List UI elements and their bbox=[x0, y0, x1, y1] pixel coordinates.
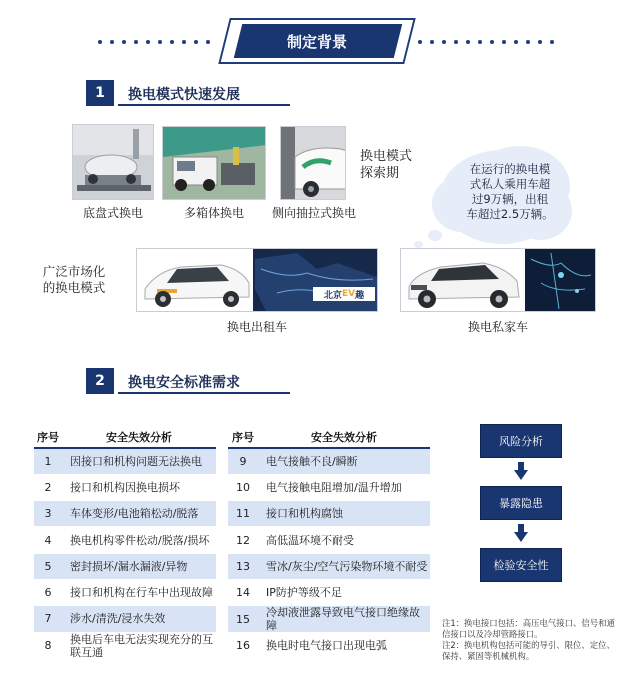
table-row bbox=[228, 501, 430, 527]
flow-step-risk-analysis: 风险分析 bbox=[480, 424, 562, 458]
row-number: 4 bbox=[34, 527, 62, 553]
page-title: 制定背景 bbox=[286, 32, 347, 51]
banner-dots-right bbox=[418, 40, 554, 44]
section1-underline bbox=[118, 104, 290, 106]
section2-number: 2 bbox=[86, 368, 114, 394]
photo-multi-box-swap bbox=[162, 126, 266, 200]
row-number: 12 bbox=[228, 527, 258, 553]
row-failure-text: IP防护等级不足 bbox=[258, 579, 430, 605]
map-badge-left: 北京 bbox=[323, 290, 342, 301]
flow-step-expose-hazards: 暴露隐患 bbox=[480, 486, 562, 520]
table-row bbox=[228, 553, 430, 579]
caption-swap-taxi: 换电出租车 bbox=[226, 320, 287, 334]
row-failure-text: 换电时电气接口出现电弧 bbox=[258, 633, 430, 659]
table-row bbox=[228, 448, 430, 474]
row-failure-text: 接口和机构腐蚀 bbox=[258, 501, 430, 527]
row-number: 10 bbox=[228, 474, 258, 500]
photo-swap-private-car bbox=[400, 248, 596, 312]
banner-dots-left bbox=[98, 40, 210, 44]
table-row bbox=[228, 527, 430, 553]
flow-arrow-down-icon bbox=[514, 462, 528, 480]
row-failure-text: 冷却液泄露导致电气接口绝缘故障 bbox=[258, 606, 430, 633]
col-header-no: 序号 bbox=[34, 426, 62, 448]
section1-title: 换电模式快速发展 bbox=[128, 87, 240, 103]
table-row bbox=[34, 448, 216, 474]
row-number: 15 bbox=[228, 606, 258, 633]
table-row bbox=[228, 633, 430, 659]
flow-arrow-down-icon bbox=[514, 524, 528, 542]
row-failure-text: 换电后车电无法实现充分的互联互通 bbox=[62, 632, 216, 659]
row-failure-text: 换电机构零件松动/脱落/损坏 bbox=[62, 527, 216, 553]
row-number: 9 bbox=[228, 448, 258, 474]
row-failure-text: 接口和机构在行车中出现故障 bbox=[62, 579, 216, 605]
table-row bbox=[34, 606, 216, 632]
map-badge bbox=[313, 287, 375, 301]
col-header-item: 安全失效分析 bbox=[62, 426, 216, 448]
table-row bbox=[228, 474, 430, 500]
flow-step-verify-safety: 检验安全性 bbox=[480, 548, 562, 582]
row-failure-text: 涉水/清洗/浸水失效 bbox=[62, 606, 216, 632]
col-header-no: 序号 bbox=[228, 426, 258, 448]
section2-title: 换电安全标准需求 bbox=[128, 375, 240, 391]
table-header-row bbox=[34, 426, 216, 448]
row-number: 13 bbox=[228, 553, 258, 579]
failure-table-left bbox=[34, 426, 216, 660]
row-number: 8 bbox=[34, 632, 62, 659]
note-1: 注1：换电接口包括：高压电气接口、信号和通信接口以及冷却管路接口。 bbox=[442, 618, 615, 639]
photo-side-pull-swap bbox=[280, 126, 346, 200]
row-failure-text: 电气接触电阻增加/温升增加 bbox=[258, 474, 430, 500]
phase-market-label: 广泛市场化 的换电模式 bbox=[42, 264, 106, 295]
note-2: 注2：换电机构包括可能的导引、限位、定位、保持、紧固等机械机构。 bbox=[442, 640, 615, 661]
table-row bbox=[34, 553, 216, 579]
row-number: 14 bbox=[228, 579, 258, 605]
table-row bbox=[228, 579, 430, 605]
map-badge-mid: EV bbox=[341, 289, 356, 299]
row-failure-text: 接口和机构因换电损坏 bbox=[62, 474, 216, 500]
caption-swap-private-car: 换电私家车 bbox=[467, 320, 528, 334]
row-number: 1 bbox=[34, 448, 62, 474]
map-badge-right: 趣 bbox=[355, 290, 365, 301]
caption-multi-box-swap: 多箱体换电 bbox=[183, 206, 244, 220]
row-number: 7 bbox=[34, 606, 62, 632]
photo-swap-taxi bbox=[136, 248, 378, 312]
row-failure-text: 电气接触不良/瞬断 bbox=[258, 448, 430, 474]
table-row bbox=[34, 527, 216, 553]
row-failure-text: 高低温环境不耐受 bbox=[258, 527, 430, 553]
row-failure-text: 雪冰/灰尘/空气污染物环境不耐受 bbox=[258, 553, 430, 579]
caption-chassis-swap: 底盘式换电 bbox=[82, 206, 143, 220]
table-row bbox=[34, 579, 216, 605]
table-row bbox=[228, 606, 430, 633]
row-number: 11 bbox=[228, 501, 258, 527]
table-row bbox=[34, 474, 216, 500]
table-header-row bbox=[228, 426, 430, 448]
cloud-text: 在运行的换电模 式私人乘用车超 过9万辆，出租 车超过2.5万辆。 bbox=[466, 162, 554, 221]
row-failure-text: 密封损坏/漏水漏液/异物 bbox=[62, 553, 216, 579]
row-number: 16 bbox=[228, 633, 258, 659]
section2-underline bbox=[118, 392, 290, 394]
phase-exploration-label: 换电模式 探索期 bbox=[360, 149, 413, 181]
header-banner bbox=[224, 18, 410, 64]
row-failure-text: 车体变形/电池箱松动/脱落 bbox=[62, 501, 216, 527]
row-number: 3 bbox=[34, 501, 62, 527]
row-number: 6 bbox=[34, 579, 62, 605]
section1-number: 1 bbox=[86, 80, 114, 106]
failure-table-right bbox=[228, 426, 430, 660]
photo-chassis-swap bbox=[72, 124, 154, 200]
table-row bbox=[34, 501, 216, 527]
table-row bbox=[34, 632, 216, 659]
row-number: 2 bbox=[34, 474, 62, 500]
row-number: 5 bbox=[34, 553, 62, 579]
col-header-item: 安全失效分析 bbox=[258, 426, 430, 448]
row-failure-text: 因接口和机构问题无法换电 bbox=[62, 448, 216, 474]
caption-side-pull-swap: 侧向抽拉式换电 bbox=[271, 206, 356, 220]
